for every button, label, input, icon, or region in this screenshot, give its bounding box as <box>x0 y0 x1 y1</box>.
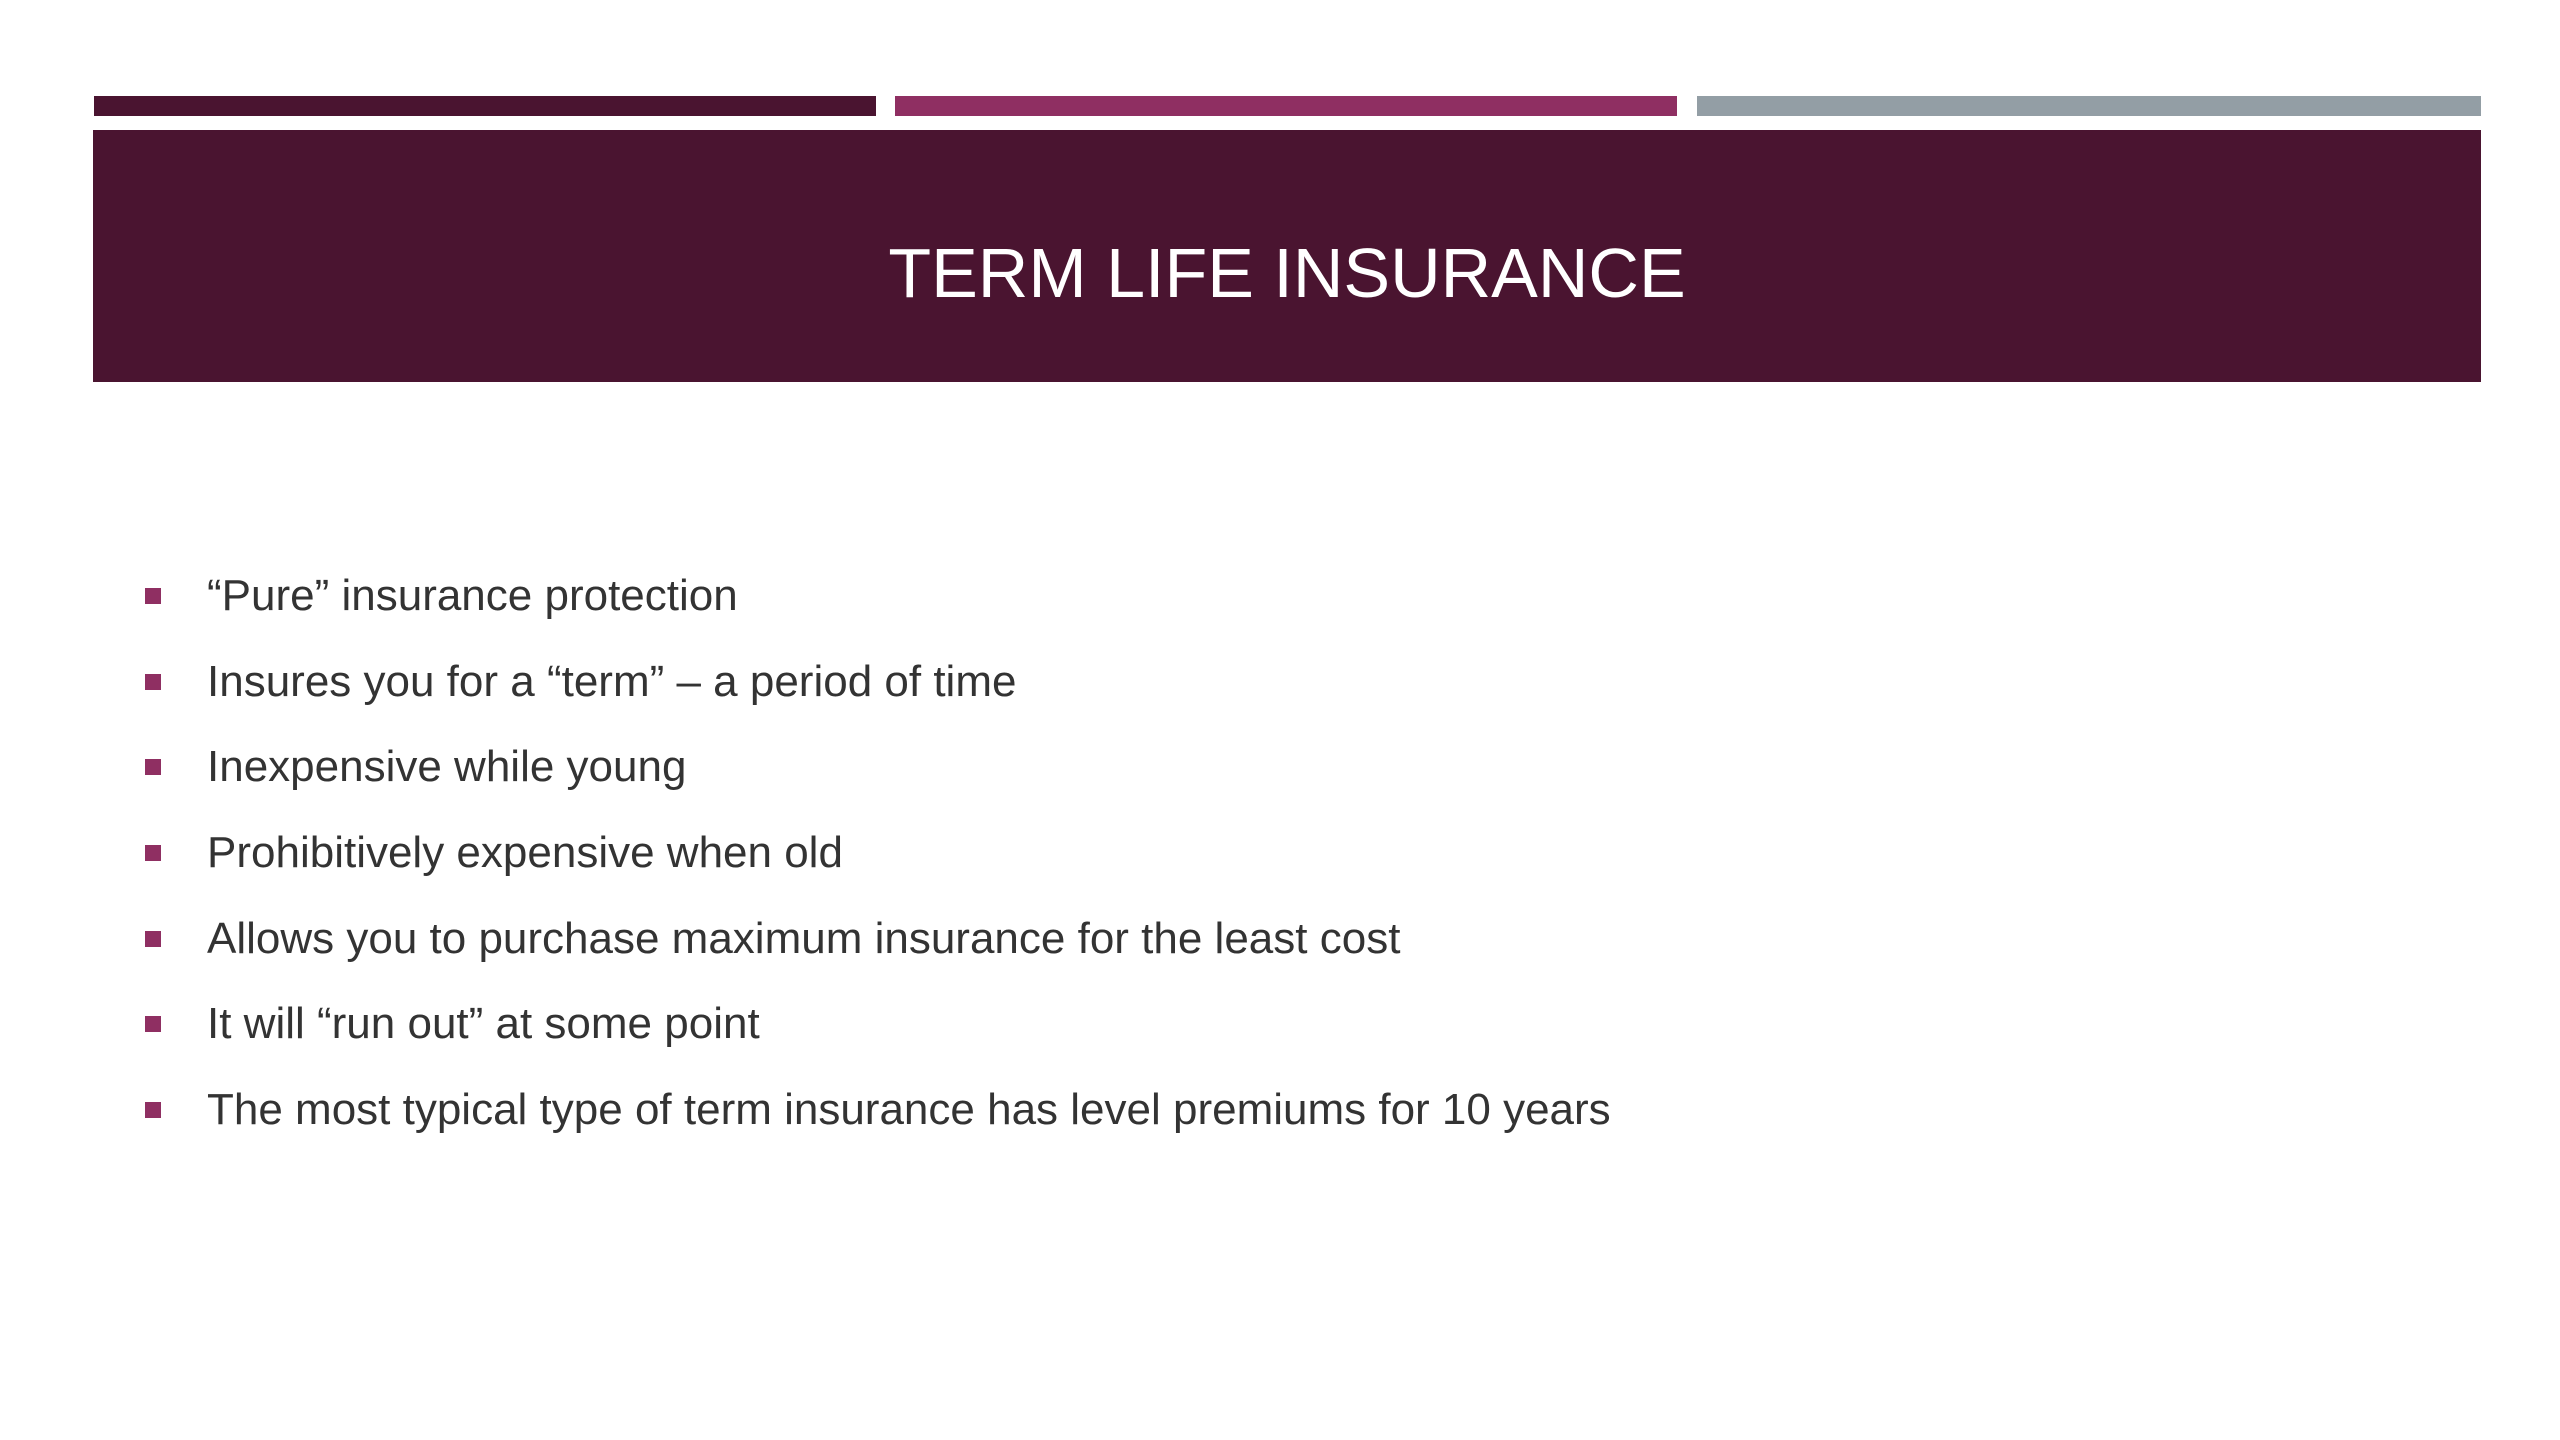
bullet-item <box>140 724 2440 810</box>
square-bullet-icon <box>145 1016 161 1032</box>
title-band <box>93 130 2481 382</box>
bullet-text: Insures you for a “term” – a period of time <box>207 656 1017 706</box>
bullet-text: It will “run out” at some point <box>207 999 760 1049</box>
bullet-text: “Pure” insurance protection <box>207 570 738 620</box>
square-bullet-icon <box>145 759 161 775</box>
square-bullet-icon <box>145 931 161 947</box>
bullet-text: The most typical type of term insurance has level premiums for 10 years <box>207 1084 1611 1134</box>
bullet-list <box>140 553 2440 1153</box>
bullet-item <box>140 810 2440 896</box>
accent-bar-dark <box>94 96 876 116</box>
bullet-text: Allows you to purchase maximum insurance for the least cost <box>207 913 1401 963</box>
square-bullet-icon <box>145 674 161 690</box>
square-bullet-icon <box>145 845 161 861</box>
bullet-item <box>140 981 2440 1067</box>
bullet-item <box>140 896 2440 982</box>
square-bullet-icon <box>145 588 161 604</box>
bullet-item <box>140 553 2440 639</box>
bullet-item <box>140 1067 2440 1153</box>
slide-title: TERM LIFE INSURANCE <box>888 234 1686 312</box>
bullet-item <box>140 639 2440 725</box>
bullet-text: Prohibitively expensive when old <box>207 827 843 877</box>
accent-bar-magenta <box>895 96 1677 116</box>
accent-bar-gray <box>1697 96 2481 116</box>
square-bullet-icon <box>145 1102 161 1118</box>
bullet-text: Inexpensive while young <box>207 742 687 792</box>
